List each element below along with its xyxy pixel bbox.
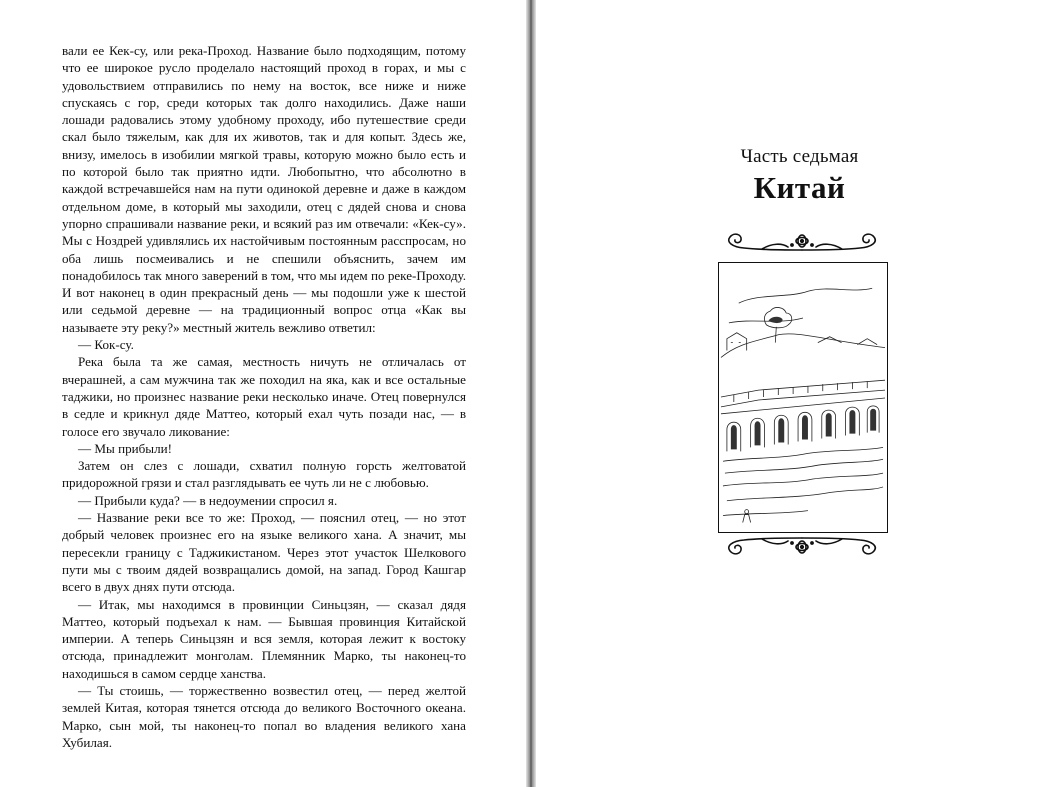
paragraph: — Итак, мы находимся в провинции Синьцзян, — сказал дядя Маттео, который подъехал к нам. — Бывшая провинция Китайской империи. А теперь Синьцзян и вся земля, которая лежит к востоку отсюда, принадлежит монголам. Племянник Марко, ты наконец-то находишься в самом сердце ханства.: [62, 596, 466, 681]
paragraph: — Прибыли куда? — в недоумении спросил я.: [78, 492, 338, 508]
left-page: [0, 0, 526, 787]
scroll-flourish-icon: [722, 228, 882, 256]
paragraph: — Мы прибыли!: [78, 440, 173, 456]
body-text: [62, 42, 466, 751]
paragraph: Река была та же самая, местность ничуть не отличалась от вчерашней, а сам мужчина так же походил на яка, как и все остальные таджики, но произнес название реки несколько иначе. Отец повернулся в седле и крикнул дяде Маттео, который ехал чуть позади нас, — в голосе его звучало ликование:: [62, 354, 466, 439]
paragraph: — Ты стоишь, — торжественно возвестил отец, — перед желтой землей Китая, которая тянется отсюда до великого Восточного океана. Марко, сын мой, ты наконец-то попал во владения великого хана Хубилая.: [62, 682, 466, 750]
paragraph: Затем он слез с лошади, схватил полную горсть желтоватой придорожной грязи и стал разглядывать ее чуть ли не с любовью.: [62, 458, 466, 491]
part-label: Часть седьмая: [740, 146, 859, 167]
paragraph: — Кок-су.: [78, 337, 134, 353]
bridge-engraving-image: [718, 262, 888, 533]
paragraph: вали ее Кек-су, или река-Проход. Название было подходящим, потому что ее широкое русло проделало настоящий проход в горах, и мы с удовольствием отправились по нему на восток, все ниже и ниже спускаясь с гор, среди которых так долго находились. Даже наши лошади радовались этому удобному проходу, ибо путешествие среди скал было тяжелым, как для их животов, так и для копыт. Здесь же, внизу, имелось в изобилии мягкой травы, которую можно было есть и по которой было так приятно идти. Любопытно, что абсолютно в каждой встречавшейся нам на пути одинокой деревне и даже в каждом отдельном доме, в который мы заходили, отец с дядей снова и снова упорно спрашивали название реки, и всякий раз им отвечали: «Кек-су». Мы с Ноздрей удивлялись их настойчивым постоянным расспросам, но оба лишь посмеивались и не спешили объяснить, зачем им понадобилось так много заверений в том, что мы идем по реке-Проходу. И вот наконец в один прекрасный день — мы подошли уже к шестой или седьмой деревне — на традиционный вопрос отца «Как вы называете эту реку?» местный житель вежливо ответил:: [62, 43, 466, 335]
paragraph: — Название реки все то же: Проход, — пояснил отец, — но этот добрый человек произнес его на языке великого хана. А значит, мы пересекли границу с Таджикистаном. Через этот участок Шелкового пути мы с твоим дядей возвращались домой, на запад. Город Кашгар всего в двух днях пути отсюда.: [62, 510, 466, 595]
book-gutter: [526, 0, 536, 787]
chapter-title: Китай: [753, 170, 846, 205]
right-page: [536, 0, 1063, 787]
scroll-flourish-icon: [722, 532, 882, 560]
